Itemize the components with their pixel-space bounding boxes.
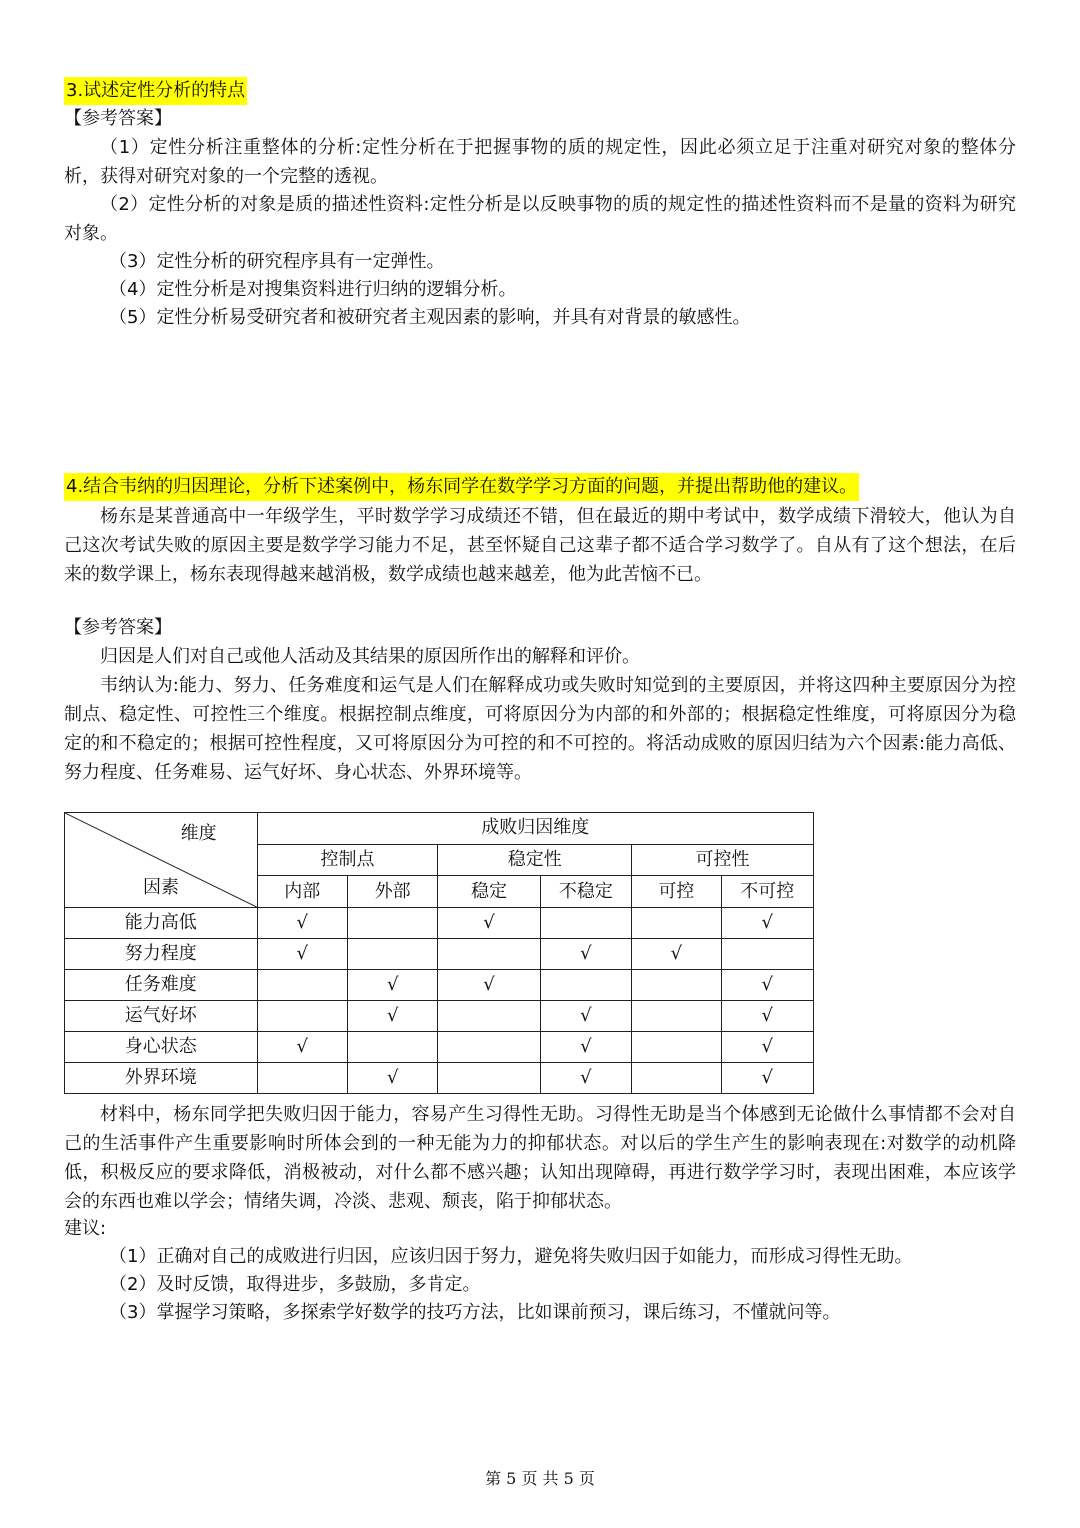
q3-point-3: （3）定性分析的研究程序具有一定弹性。 (109, 251, 445, 272)
check-cell (540, 908, 631, 939)
dimension-header: 控制点 (257, 844, 438, 876)
q4-suggestion-3: （3）掌握学习策略，多探索学好数学的技巧方法，比如课前预习，课后练习，不懂就问等。 (109, 1302, 841, 1323)
sub-header: 可控 (632, 876, 721, 908)
q4-suggestion-1: （1）正确对自己的成败进行归因，应该归因于努力，避免将失败归因于如能力，而形成习得性无助。 (109, 1246, 913, 1267)
check-cell (257, 1063, 347, 1094)
check-cell (721, 939, 813, 970)
q4-definition: 归因是人们对自己或他人活动及其结果的原因所作出的解释和评价。 (100, 646, 640, 667)
check-cell: √ (540, 1032, 631, 1063)
check-cell: √ (721, 1001, 813, 1032)
sub-header: 不稳定 (540, 876, 631, 908)
table-corner-cell (65, 813, 258, 908)
page-footer: 第 5 页 共 5 页 (485, 1469, 595, 1488)
check-cell: √ (540, 1063, 631, 1094)
corner-dimension-label: 维度 (180, 823, 217, 844)
check-cell (257, 1001, 347, 1032)
dimension-header: 稳定性 (438, 844, 632, 876)
q3-point-5: （5）定性分析易受研究者和被研究者主观因素的影响，并具有对背景的敏感性。 (109, 307, 751, 328)
q3-title: 3.试述定性分析的特点 (64, 77, 247, 105)
table-group-header: 成败归因维度 (257, 813, 813, 845)
sub-header: 不可控 (721, 876, 813, 908)
check-cell: √ (257, 908, 347, 939)
sub-header: 稳定 (438, 876, 540, 908)
q4-case: 杨东是某普通高中一年级学生，平时数学学习成绩还不错，但在最近的期中考试中，数学成绩下滑较大，他认为自己这次考试失败的原因主要是数学学习能力不足，甚至怀疑自己这辈子都不适合学习数学了。自从有了这个想法，在后来的数学课上，杨东表现得越来越消极，数学成绩也越来越差，他为此苦恼不已。 (64, 506, 1016, 585)
check-cell: √ (438, 908, 540, 939)
factor-cell: 任务难度 (65, 970, 258, 1001)
table-row (65, 908, 814, 939)
dimension-header: 可控性 (632, 844, 814, 876)
check-cell (347, 908, 437, 939)
table-row (65, 1001, 814, 1032)
check-cell: √ (540, 1001, 631, 1032)
q4-suggestion-2: （2）及时反馈，取得进步，多鼓励，多肯定。 (109, 1274, 481, 1295)
check-cell: √ (721, 1032, 813, 1063)
factor-cell: 外界环境 (65, 1063, 258, 1094)
check-cell (438, 1001, 540, 1032)
check-cell: √ (632, 939, 721, 970)
check-cell: √ (540, 939, 631, 970)
sub-header: 外部 (347, 876, 437, 908)
corner-factor-label: 因素 (143, 877, 179, 898)
table-row (65, 1063, 814, 1094)
table-row (65, 970, 814, 1001)
factor-cell: 运气好坏 (65, 1001, 258, 1032)
check-cell: √ (721, 908, 813, 939)
check-cell: √ (257, 1032, 347, 1063)
check-cell (347, 939, 437, 970)
q4-suggestion-label: 建议: (64, 1218, 107, 1239)
factor-cell: 能力高低 (65, 908, 258, 939)
check-cell: √ (721, 970, 813, 1001)
check-cell (540, 970, 631, 1001)
q4-answer-label: 【参考答案】 (64, 617, 172, 638)
check-cell (632, 908, 721, 939)
q4-material-analysis: 材料中，杨东同学把失败归因于能力，容易产生习得性无助。习得性无助是当个体感到无论做什么事情都不会对自己的生活事件产生重要影响时所体会到的一种无能为力的抑郁状态。对以后的学生产生的影响表现在:对数学的动机降低，积极反应的要求降低，消极被动，对什么都不感兴趣；认知出现障碍，再进行数学学习时，表现出困难，本应该学会的东西也难以学会；情绪失调，冷淡、悲观、颓丧，陷于抑郁状态。 (64, 1104, 1016, 1212)
check-cell: √ (347, 1001, 437, 1032)
factor-cell: 努力程度 (65, 939, 258, 970)
q3-point-2: （2）定性分析的对象是质的描述性资料:定性分析是以反映事物的质的规定性的描述性资料而不是量的资料为研究对象。 (64, 194, 1016, 244)
check-cell (438, 939, 540, 970)
check-cell: √ (347, 1063, 437, 1094)
q4-title: 4.结合韦纳的归因理论，分析下述案例中，杨东同学在数学学习方面的问题，并提出帮助他的建议。 (64, 473, 859, 501)
factor-cell: 身心状态 (65, 1032, 258, 1063)
q3-point-4: （4）定性分析是对搜集资料进行归纳的逻辑分析。 (109, 279, 517, 300)
sub-header: 内部 (257, 876, 347, 908)
q3-answer-label: 【参考答案】 (64, 108, 172, 129)
check-cell (438, 1032, 540, 1063)
check-cell (438, 1063, 540, 1094)
check-cell: √ (347, 970, 437, 1001)
attribution-table (64, 812, 814, 1094)
check-cell (257, 970, 347, 1001)
q3-point-1: （1）定性分析注重整体的分析:定性分析在于把握事物的质的规定性，因此必须立足于注重对研究对象的整体分析，获得对研究对象的一个完整的透视。 (64, 137, 1016, 187)
check-cell (632, 970, 721, 1001)
check-cell (632, 1063, 721, 1094)
table-row (65, 939, 814, 970)
check-cell: √ (438, 970, 540, 1001)
table-row (65, 1032, 814, 1063)
check-cell: √ (257, 939, 347, 970)
check-cell (347, 1032, 437, 1063)
check-cell: √ (721, 1063, 813, 1094)
check-cell (632, 1001, 721, 1032)
check-cell (632, 1032, 721, 1063)
q4-weiner-theory: 韦纳认为:能力、努力、任务难度和运气是人们在解释成功或失败时知觉到的主要原因，并将这四种主要原因分为控制点、稳定性、可控性三个维度。根据控制点维度，可将原因分为内部的和外部的；根据稳定性维度，可将原因分为稳定的和不稳定的；根据可控性程度，又可将原因分为可控的和不可控的。将活动成败的原因归结为六个因素:能力高低、努力程度、任务难易、运气好坏、身心状态、外界环境等。 (64, 675, 1016, 783)
